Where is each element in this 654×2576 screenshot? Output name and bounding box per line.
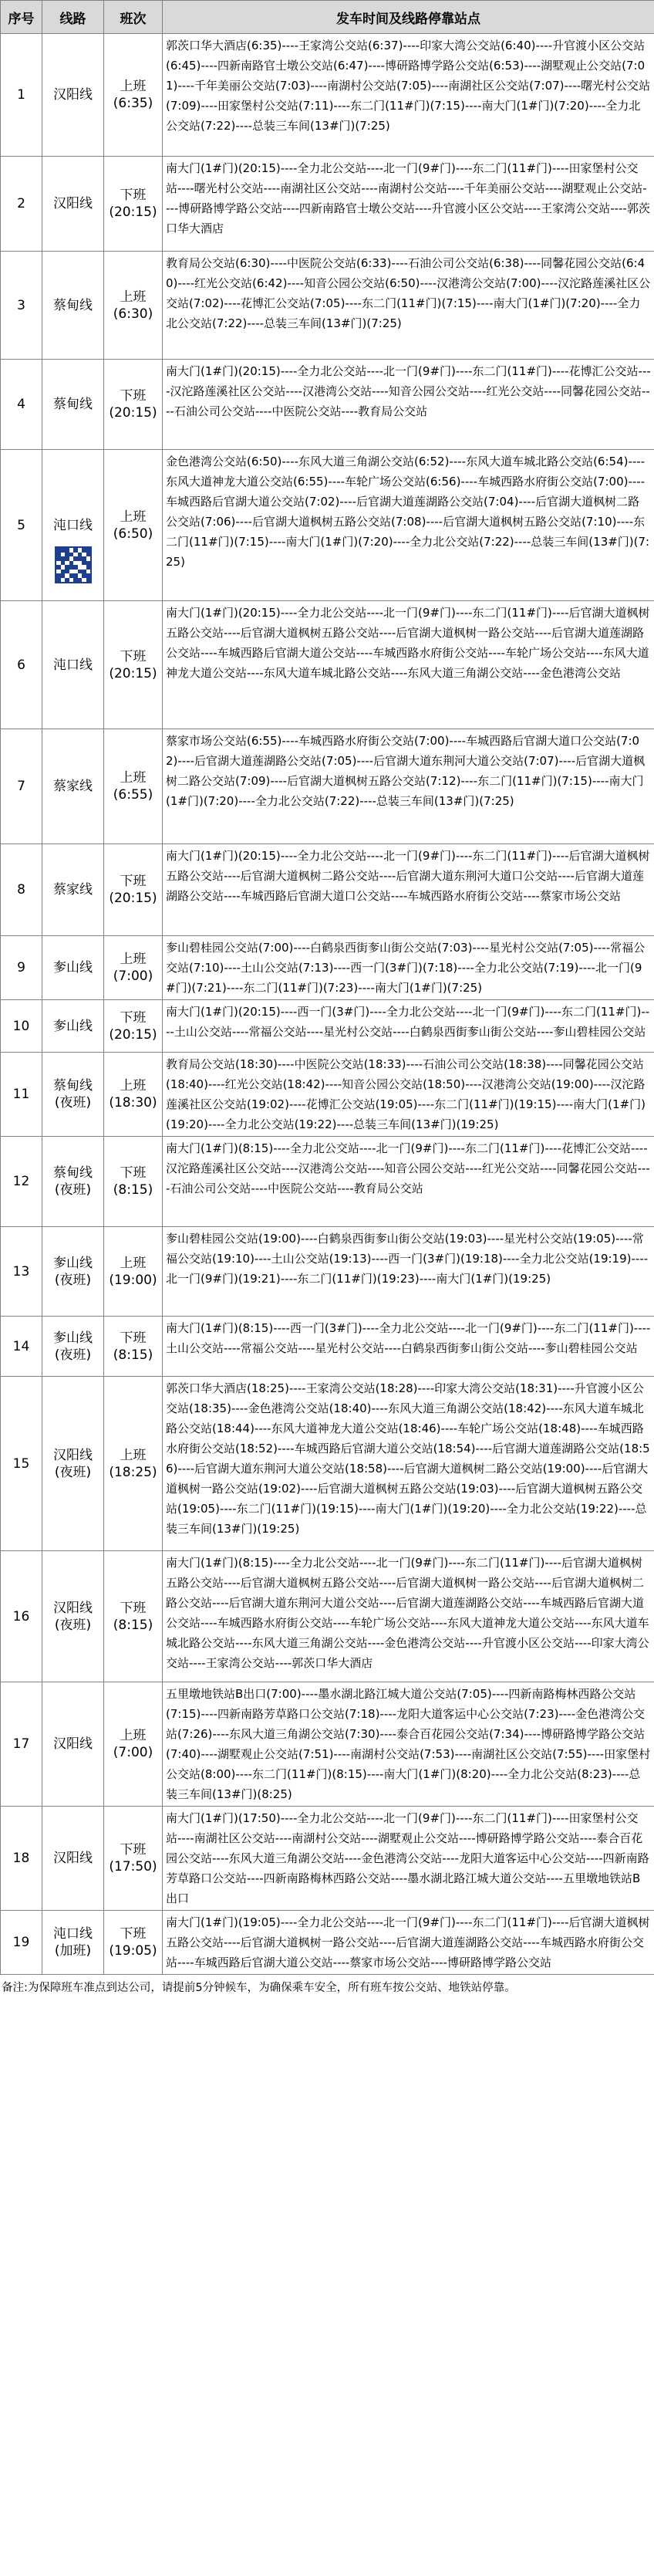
route-name-text: 奓山线: [53, 1255, 93, 1271]
route-name: [42, 360, 104, 450]
route-name-text: 汉阳线: [53, 1600, 93, 1616]
route-name: [42, 1227, 104, 1317]
route-name: [42, 1317, 104, 1377]
route-name-text: 蔡家线: [53, 882, 93, 898]
header-stops: 发车时间及线路停靠站点: [163, 1, 654, 34]
stops-cell: [163, 729, 654, 844]
route-name: [42, 157, 104, 252]
table-row: [1, 157, 654, 252]
shift-type: 下班: [120, 188, 147, 203]
shift-cell: [104, 1682, 163, 1807]
shift-cell: [104, 157, 163, 252]
row-number: 2: [1, 157, 42, 252]
footnote: 备注:为保障班车准点到达公司，请提前5分钟候车，为确保乘车安全，所有班车按公交站、地铁站停靠。: [2, 1982, 516, 1994]
shift-cell: [104, 1911, 163, 1975]
row-number: 10: [1, 1000, 42, 1053]
route-variant: (夜班): [54, 1464, 92, 1480]
table-row: [1, 936, 654, 1000]
stops-text: 南大门(1#门)(20:15)----全力北公交站----北一门(9#门)----东二门(11#门)----田家堡村公交站----曙光村公交站----南湖社区公交站----南湖村公交站----千年美丽公交站----湖墅观止公交站----博研路博学路公交站----四新南路官士墩公交站----升官渡小区公交站----王家湾公交站----郭茨口华大酒店: [166, 161, 650, 235]
shift-cell: [104, 252, 163, 360]
stops-cell: [163, 1227, 654, 1317]
route-name: [42, 450, 104, 601]
route-name-text: 汉阳线: [53, 1447, 93, 1463]
stops-cell: [163, 1551, 654, 1682]
route-name-text: 奓山线: [53, 960, 93, 975]
stops-text: 蔡家市场公交站(6:55)----车城西路水府街公交站(7:00)----车城西路后官湖大道口公交站(7:02)----后官湖大道莲湖路公交站(7:05)----后官湖大道东荆河大道公交站(7:07)----后官湖大道枫树二路公交站(7:09)----后官湖大道枫树五路公交站(7:12)----东二门(11#门)(7:15)----南大门(1#门)(7:20)----全力北公交站(7:22)----总装三车间(13#门)(7:25): [166, 734, 646, 808]
table-row: [1, 1377, 654, 1551]
stops-text: 南大门(1#门)(17:50)----全力北公交站----北一门(9#门)----东二门(11#门)----田家堡村公交站----南湖社区公交站----南湖村公交站----湖墅观止公交站----博研路博学路公交站----泰合百花园公交站----东风大道三角湖公交站----金色港湾公交站----龙阳大道客运中心公交站----四新南路芳草路口公交站----四新南路梅林西路公交站----墨水湖北路江城大道公交站----五里墩地铁站B出口: [166, 1811, 649, 1905]
table-row: [1, 1682, 654, 1807]
departure-time: (6:55): [113, 787, 153, 803]
shift-cell: [104, 936, 163, 1000]
shift-cell: [104, 729, 163, 844]
table-row: [1, 1317, 654, 1377]
shift-type: 上班: [120, 1447, 147, 1463]
stops-cell: [163, 1000, 654, 1053]
route-variant: (夜班): [54, 1347, 92, 1363]
shift-type: 上班: [120, 1078, 147, 1094]
departure-time: (6:30): [113, 306, 153, 322]
route-name: [42, 1807, 104, 1911]
stops-cell: [163, 252, 654, 360]
stops-text: 教育局公交站(6:30)----中医院公交站(6:33)----石油公司公交站(6:38)----同馨花园公交站(6:40)----红光公交站(6:42)----知音公园公交站(6:50)----汉港湾公交站(7:00)----汉沱路莲溪社区公交站(7:02)----花博汇公交站(7:05)----东二门(11#门)(7:15)----南大门(1#门)(7:20)----全力北公交站(7:22)----总装三车间(13#门)(7:25): [166, 256, 651, 330]
table-row: [1, 1551, 654, 1682]
route-name-text: 汉阳线: [53, 87, 93, 103]
route-name: [42, 936, 104, 1000]
route-name: [42, 1137, 104, 1227]
departure-time: (19:05): [109, 1943, 157, 1959]
route-name: [42, 844, 104, 936]
stops-text: 金色港湾公交站(6:50)----东风大道三角湖公交站(6:52)----东风大道车城北路公交站(6:54)----东风大道神龙大道公交站(6:55)----车轮广场公交站(6:56)----车城西路水府街公交站(7:00)----车城西路后官湖大道公交站(7:02)----后官湖大道莲湖路公交站(7:04)----后官湖大道枫树二路公交站(7:06)----后官湖大道枫树五路公交站(7:08)----后官湖大道枫树五路公交站(7:10)----东二门(11#门)(7:15)----南大门(1#门)(7:20)----全力北公交站(7:22)----总装三车间(13#门)(7:25): [166, 455, 650, 569]
stops-cell: [163, 1317, 654, 1377]
departure-time: (7:00): [113, 969, 153, 984]
stops-text: 教育局公交站(18:30)----中医院公交站(18:33)----石油公司公交站(18:38)----同馨花园公交站(18:40)----红光公交站(18:42)----知音公园公交站(18:50)----汉港湾公交站(19:00)----汉沱路莲溪社区公交站(19:02)----花博汇公交站(19:05)----东二门(11#门)(19:15)----南大门(1#门)(19:20)----全力北公交站(19:22)----总装三车间(13#门)(19:25): [166, 1057, 646, 1131]
stops-text: 南大门(1#门)(19:05)----全力北公交站----北一门(9#门)----东二门(11#门)----后官湖大道枫树五路公交站----后官湖大道枫树一路公交站----后官湖大道莲湖路公交站----车城西路水府街公交站----车城西路后官湖大道公交站----蔡家市场公交站----博研路博学路公交站: [166, 1915, 650, 1969]
shift-type: 下班: [120, 1330, 147, 1346]
shift-type: 下班: [120, 1009, 147, 1026]
departure-time: (20:15): [109, 665, 157, 681]
departure-time: (8:15): [113, 1347, 153, 1363]
table-row: [1, 1227, 654, 1317]
departure-time: (19:00): [109, 1272, 157, 1288]
route-name-text: 沌口线: [53, 517, 93, 533]
departure-time: (7:00): [113, 1745, 153, 1760]
row-number: 6: [1, 601, 42, 729]
stops-text: 南大门(1#门)(20:15)----全力北公交站----北一门(9#门)----东二门(11#门)----花博汇公交站----汉沱路莲溪社区公交站----汉港湾公交站----知音公园公交站----红光公交站----同馨花园公交站----石油公司公交站----中医院公交站----教育局公交站: [166, 364, 651, 418]
stops-text: 奓山碧桂园公交站(19:00)----白鹤泉西街奓山街公交站(19:03)----星光村公交站(19:05)----常福公交站(19:10)----土山公交站(19:13)----西一门(3#门)(19:18)----全力北公交站(19:19)----北一门(9#门)(19:21)----东二门(11#门)(19:23)----南大门(1#门)(19:25): [166, 1232, 649, 1286]
stops-cell: [163, 1807, 654, 1911]
stops-cell: [163, 360, 654, 450]
stops-text: 五里墩地铁站B出口(7:00)----墨水湖北路江城大道公交站(7:05)----四新南路梅林西路公交站(7:15)----四新南路芳草路口公交站(7:18)----龙阳大道客运中心公交站(7:23)----金色港湾公交站(7:26)----东风大道三角湖公交站(7:30)----泰合百花园公交站(7:34)----博研路博学路公交站(7:40)----湖墅观止公交站(7:51)----南湖村公交站(7:53)----南湖社区公交站(7:55)----田家堡村公交站(8:00)----东二门(11#门)(8:15)----南大门(1#门)(8:20)----全力北公交站(8:23)----总装三车间(13#门)(8:25): [166, 1687, 651, 1801]
row-number: 8: [1, 844, 42, 936]
shift-type: 下班: [120, 1165, 147, 1181]
stops-cell: [163, 1377, 654, 1551]
departure-time: (6:35): [113, 96, 153, 111]
shift-cell: [104, 601, 163, 729]
shift-type: 上班: [120, 79, 147, 94]
table-row: [1, 252, 654, 360]
table-row: [1, 450, 654, 601]
schedule-body: [1, 34, 654, 1975]
table-row: [1, 1807, 654, 1911]
shift-type: 上班: [120, 952, 147, 967]
shift-cell: [104, 1551, 163, 1682]
shift-cell: [104, 1377, 163, 1551]
route-variant: (夜班): [54, 1182, 92, 1198]
shift-type: 上班: [120, 770, 147, 786]
route-name-text: 沌口线: [53, 657, 93, 673]
row-number: 1: [1, 34, 42, 157]
table-row: [1, 360, 654, 450]
row-number: 7: [1, 729, 42, 844]
shift-type: 下班: [120, 874, 147, 889]
table-row: [1, 1053, 654, 1137]
stops-cell: [163, 1682, 654, 1807]
row-number: 12: [1, 1137, 42, 1227]
row-number: 15: [1, 1377, 42, 1551]
shift-type: 下班: [120, 1926, 147, 1942]
shift-cell: [104, 34, 163, 157]
row-number: 3: [1, 252, 42, 360]
shift-cell: [104, 1053, 163, 1137]
shift-cell: [104, 1137, 163, 1227]
route-name-text: 汉阳线: [53, 196, 93, 211]
stops-text: 奓山碧桂园公交站(7:00)----白鹤泉西街奓山街公交站(7:03)----星光村公交站(7:05)----常福公交站(7:10)----土山公交站(7:13)----西一门(3#门)(7:18)----全力北公交站(7:19)----北一门(9#门)(7:21)----东二门(11#门)(7:23)----南大门(1#门)(7:25): [166, 941, 646, 995]
stops-text: 南大门(1#门)(20:15)----全力北公交站----北一门(9#门)----东二门(11#门)----后官湖大道枫树五路公交站----后官湖大道枫树二路公交站----后官湖大道东荆河大道口公交站----后官湖大道莲湖路公交站----车城西路后官湖大道口公交站----车城西路水府街公交站----蔡家市场公交站: [166, 849, 650, 903]
stops-cell: [163, 34, 654, 157]
stops-text: 郭茨口华大酒店(6:35)----王家湾公交站(6:37)----印家大湾公交站(6:40)----升官渡小区公交站(6:45)----四新南路官士墩公交站(6:47)----博研路博学路公交站(6:53)----湖墅观止公交站(7:01)----千年美丽公交站(7:03)----南湖村公交站(7:05)----南湖社区公交站(7:07)----曙光村公交站(7:09)----田家堡村公交站(7:11)----东二门(11#门)(7:15)----南大门(1#门)(7:20)----全力北公交站(7:22)----总装三车间(13#门)(7:25): [166, 39, 651, 133]
departure-time: (18:25): [109, 1464, 157, 1480]
route-name-text: 汉阳线: [53, 1736, 93, 1752]
route-variant: (加班): [54, 1943, 92, 1959]
row-number: 17: [1, 1682, 42, 1807]
route-name-text: 蔡甸线: [53, 1165, 93, 1181]
stops-cell: [163, 450, 654, 601]
stops-text: 南大门(1#门)(8:15)----全力北公交站----北一门(9#门)----东二门(11#门)----后官湖大道枫树五路公交站----后官湖大道枫树五路公交站----后官湖大道枫树一路公交站----后官湖大道枫树二路公交站----后官湖大道东荆河大道公交站----后官湖大道莲湖路公交站----车城西路后官湖大道公交站----车城西路水府街公交站----车轮广场公交站----东风大道神龙大道公交站----东风大道车城北路公交站----东风大道三角湖公交站----金色港湾公交站----升官渡小区公交站----印家大湾公交站----王家湾公交站----郭茨口华大酒店: [166, 1556, 649, 1670]
shift-type: 下班: [120, 1600, 147, 1616]
stops-cell: [163, 1053, 654, 1137]
shift-cell: [104, 360, 163, 450]
departure-time: (6:50): [113, 526, 153, 542]
route-variant: (夜班): [54, 1095, 92, 1111]
header-line: 线路: [42, 1, 104, 34]
table-row: [1, 1137, 654, 1227]
route-name-text: 蔡甸线: [53, 297, 93, 313]
row-number: 14: [1, 1317, 42, 1377]
stops-text: 南大门(1#门)(8:15)----全力北公交站----北一门(9#门)----东二门(11#门)----花博汇公交站----汉沱路莲溪社区公交站----汉港湾公交站----知音公园公交站----红光公交站----同馨花园公交站----石油公司公交站----中医院公交站----教育局公交站: [166, 1141, 650, 1195]
row-number: 5: [1, 450, 42, 601]
route-name-text: 蔡家线: [53, 779, 93, 794]
table-row: [1, 844, 654, 936]
row-number: 13: [1, 1227, 42, 1317]
departure-time: (17:50): [109, 1859, 157, 1875]
shift-type: 下班: [120, 1842, 147, 1858]
departure-time: (8:15): [113, 1617, 153, 1633]
route-name: [42, 729, 104, 844]
route-name: [42, 1911, 104, 1975]
header-row: [1, 1, 654, 34]
shift-type: 下班: [120, 648, 147, 664]
departure-time: (20:15): [109, 405, 157, 421]
route-name: [42, 1000, 104, 1053]
shift-type: 下班: [120, 388, 147, 404]
route-variant: (夜班): [54, 1272, 92, 1288]
route-name-text: 蔡甸线: [53, 1078, 93, 1094]
table-row: [1, 601, 654, 729]
departure-time: (20:15): [109, 205, 157, 220]
route-name: [42, 1682, 104, 1807]
shift-cell: [104, 844, 163, 936]
header-shift: 班次: [104, 1, 163, 34]
route-name-text: 奓山线: [53, 1330, 93, 1346]
shift-type: 上班: [120, 289, 147, 305]
shift-cell: [104, 1227, 163, 1317]
stops-text: 南大门(1#门)(20:15)----全力北公交站----北一门(9#门)----东二门(11#门)----后官湖大道枫树五路公交站----后官湖大道枫树五路公交站----后官湖大道枫树一路公交站----后官湖大道莲湖路公交站----车城西路后官湖大道公交站----车城西路水府街公交站----车轮广场公交站----东风大道神龙大道公交站----东风大道车城北路公交站----东风大道三角湖公交站----金色港湾公交站: [166, 606, 650, 680]
stops-cell: [163, 601, 654, 729]
row-number: 19: [1, 1911, 42, 1975]
route-name: [42, 601, 104, 729]
table-row: [1, 34, 654, 157]
table-row: [1, 729, 654, 844]
row-number: 11: [1, 1053, 42, 1137]
shift-cell: [104, 1000, 163, 1053]
departure-time: (18:30): [109, 1095, 157, 1111]
route-name-text: 沌口线: [53, 1926, 93, 1942]
stops-cell: [163, 936, 654, 1000]
route-name-text: 奓山线: [53, 1018, 93, 1034]
departure-time: (8:15): [113, 1182, 153, 1198]
qr-code-icon: [55, 546, 92, 583]
route-name: [42, 252, 104, 360]
row-number: 18: [1, 1807, 42, 1911]
route-name: [42, 1377, 104, 1551]
shift-type: 上班: [120, 509, 147, 525]
stops-cell: [163, 844, 654, 936]
shift-cell: [104, 1317, 163, 1377]
shift-cell: [104, 450, 163, 601]
row-number: 4: [1, 360, 42, 450]
departure-time: (20:15): [109, 1026, 157, 1043]
stops-text: 南大门(1#门)(8:15)----西一门(3#门)----全力北公交站----北一门(9#门)----东二门(11#门)----土山公交站----常福公交站----星光村公交站----白鹤泉西街奓山街公交站----奓山碧桂园公交站: [166, 1321, 651, 1355]
shift-cell: [104, 1807, 163, 1911]
table-row: [1, 1000, 654, 1053]
departure-time: (20:15): [109, 891, 157, 906]
stops-text: 南大门(1#门)(20:15)----西一门(3#门)----全力北公交站----北一门(9#门)----东二门(11#门)----土山公交站----常福公交站----星光村公交站----白鹤泉西街奓山街公交站----奓山碧桂园公交站: [166, 1005, 650, 1039]
shift-type: 上班: [120, 1728, 147, 1743]
route-name: [42, 34, 104, 157]
table-row: [1, 1911, 654, 1975]
stops-text: 郭茨口华大酒店(18:25)----王家湾公交站(18:28)----印家大湾公交站(18:31)----升官渡小区公交站(18:35)----金色港湾公交站(18:40)----东风大道三角湖公交站(18:42)----东风大道车城北路公交站(18:44)----东风大道神龙大道公交站(18:46)----车轮广场公交站(18:48)----车城西路水府街公交站(18:52)----车城西路后官湖大道公交站(18:54)----后官湖大道莲湖路公交站(18:56)----后官湖大道东荆河大道公交站(18:58)----后官湖大道枫树二路公交站(19:00)----后官湖大道枫树一路公交站(19:02)----后官湖大道枫树五路公交站(19:03)----后官湖大道枫树五路公交站(19:05)----东二门(11#门)(19:15)----南大门(1#门)(19:20)----全力北公交站(19:22)----总装三车间(13#门)(19:25): [166, 1381, 650, 1536]
stops-cell: [163, 1911, 654, 1975]
stops-cell: [163, 1137, 654, 1227]
route-name-text: 蔡甸线: [53, 397, 93, 412]
stops-cell: [163, 157, 654, 252]
route-name-text: 汉阳线: [53, 1851, 93, 1866]
header-no: 序号: [1, 1, 42, 34]
shift-type: 上班: [120, 1255, 147, 1271]
route-name: [42, 1551, 104, 1682]
row-number: 16: [1, 1551, 42, 1682]
row-number: 9: [1, 936, 42, 1000]
route-name: [42, 1053, 104, 1137]
route-variant: (夜班): [54, 1617, 92, 1633]
